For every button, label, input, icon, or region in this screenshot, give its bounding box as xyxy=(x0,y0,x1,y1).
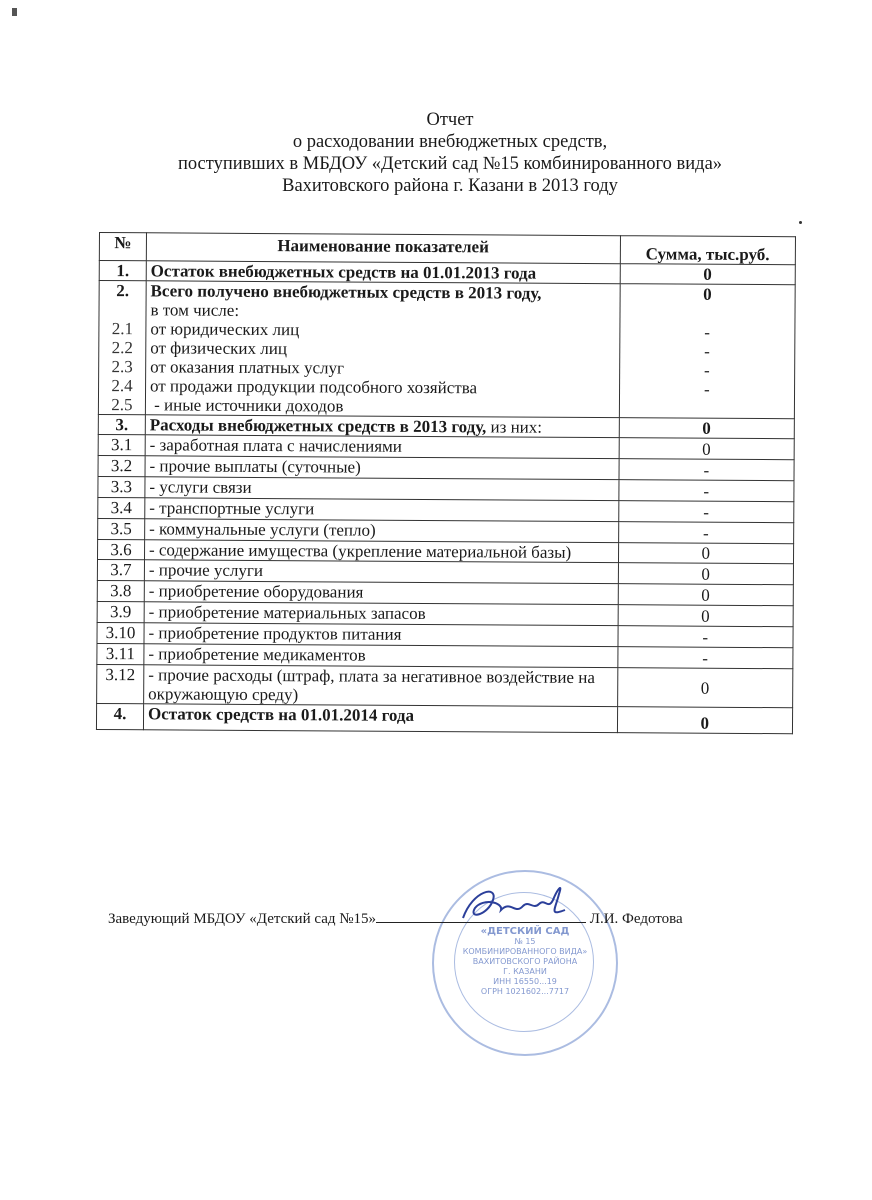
row-sum: 0 xyxy=(618,543,794,564)
stamp-line: ИНН 16550...19 xyxy=(493,977,557,986)
table-row-2 xyxy=(98,281,795,419)
row-name: - прочие выплаты (суточные) xyxy=(145,456,619,480)
row-name: - приобретение продуктов питания xyxy=(144,623,618,647)
title-line-3: поступивших в МБДОУ «Детский сад №15 комбинированного вида» xyxy=(177,154,723,174)
row-sum: - xyxy=(618,626,794,648)
row-num: 3.11 xyxy=(97,643,144,664)
sub-name: - иные источники доходов xyxy=(149,395,344,416)
sub-sum: - xyxy=(704,322,711,342)
row-num: 3.4 xyxy=(98,497,145,518)
row-name: - транспортные услуги xyxy=(145,498,619,522)
stamp-line: «ДЕТСКИЙ САД xyxy=(480,926,570,937)
stamp-line: КОМБИНИРОВАННОГО ВИДА» xyxy=(462,947,588,956)
row-num-main: 2. xyxy=(116,281,130,301)
stamp-line: ВАХИТОВСКОГО РАЙОНА xyxy=(472,957,578,966)
row-name: - заработная плата с начислениями xyxy=(145,435,619,459)
row-sum: 0 xyxy=(619,418,795,439)
header-row xyxy=(99,233,795,265)
report-table xyxy=(96,232,796,734)
row-sum: 0 xyxy=(618,584,794,606)
sub-sum: - xyxy=(703,379,710,399)
title-line-4: Вахитовского района г. Казани в 2013 году xyxy=(282,176,618,196)
row-sum: - xyxy=(617,647,793,669)
sub-num: 2.2 xyxy=(111,338,133,358)
sub-sum: - xyxy=(704,341,710,361)
row-sum: - xyxy=(618,480,794,502)
row-sum: 0 xyxy=(617,668,793,708)
header-name: Наименование показателей xyxy=(146,233,620,264)
table-row-3-12 xyxy=(97,664,793,707)
row-sum: 0 xyxy=(618,563,794,585)
title-line-1: Отчет xyxy=(426,110,474,130)
sub-name: от физических лиц xyxy=(150,338,288,359)
row-name-rest: из них: xyxy=(486,417,543,437)
row-name xyxy=(145,415,619,438)
row-name: - коммунальные услуги (тепло) xyxy=(145,519,619,543)
signer-position: Заведующий МБДОУ «Детский сад №15» xyxy=(108,911,377,927)
stamp-line: Г. КАЗАНИ xyxy=(503,967,547,976)
sub-num: 2.3 xyxy=(111,357,133,377)
sub-name: от оказания платных услуг xyxy=(150,357,345,378)
row-name-suffix: в том числе: xyxy=(150,300,240,320)
signer-name: Л.И. Федотова xyxy=(589,911,683,927)
row-name: - приобретение материальных запасов xyxy=(144,602,618,626)
row-name-bold: Расходы внебюджетных средств в 2013 году, xyxy=(149,415,487,437)
sub-num: 2.5 xyxy=(111,395,133,415)
sub-sum: - xyxy=(704,360,710,380)
row-name-main: Всего получено внебюджетных средств в 2013 году, xyxy=(150,281,542,303)
row-name: - приобретение оборудования xyxy=(144,581,618,605)
row-num: 3.3 xyxy=(98,476,145,497)
row-num: 3.10 xyxy=(97,622,144,643)
row-name: Остаток внебюджетных средств на 01.01.2013 года xyxy=(146,261,620,284)
row-num: 3. xyxy=(98,414,145,434)
header-num: № xyxy=(99,233,146,261)
stamp-line: № 15 xyxy=(514,937,536,946)
sub-name: от продажи продукции подсобного хозяйства xyxy=(149,376,478,398)
row-sum: 0 xyxy=(620,264,796,285)
row-num: 4. xyxy=(96,703,143,729)
row-name: Остаток средств на 01.01.2014 года xyxy=(143,704,617,733)
report-title xyxy=(150,109,750,197)
row-sum-main: 0 xyxy=(703,284,712,304)
sub-num: 2.4 xyxy=(111,376,133,396)
row-num: 3.5 xyxy=(98,518,145,539)
scan-mark xyxy=(12,8,17,16)
sub-name: от юридических лиц xyxy=(150,319,300,340)
scan-dot xyxy=(799,221,802,224)
stamp-text xyxy=(434,927,616,997)
row-sum: 0 xyxy=(619,438,795,460)
row-num: 3.6 xyxy=(97,539,144,559)
row-sum: - xyxy=(618,501,794,523)
signature-line xyxy=(108,908,808,928)
row-num: 3.12 xyxy=(97,664,144,703)
signature-underline xyxy=(376,908,586,923)
row-num: 3.1 xyxy=(98,434,145,455)
row-num: 3.9 xyxy=(97,601,144,622)
table-row-4 xyxy=(96,703,792,733)
sub-sum xyxy=(623,398,790,411)
row-num: 3.8 xyxy=(97,580,144,601)
sub-num: 2.1 xyxy=(111,319,134,339)
row-name: - прочие услуги xyxy=(144,560,618,584)
row-name: - приобретение медикаментов xyxy=(144,644,618,668)
header-sum: Сумма, тыс.руб. xyxy=(620,236,796,265)
row-sum: 0 xyxy=(617,707,793,734)
row-num: 3.7 xyxy=(97,559,144,580)
row-num: 3.2 xyxy=(98,455,145,476)
row-name xyxy=(145,281,619,418)
row-num: 1. xyxy=(99,261,146,281)
row-name: - прочие расходы (штраф, плата за негативное воздействие на окружающую среду) xyxy=(144,665,618,707)
row-name: - содержание имущества (укрепление материальной базы) xyxy=(144,540,618,563)
title-line-2: о расходовании внебюджетных средств, xyxy=(292,132,608,152)
stamp-line: ОГРН 1021602...7717 xyxy=(480,987,570,996)
row-sum: - xyxy=(618,522,794,544)
row-sum: 0 xyxy=(618,605,794,627)
row-sum: - xyxy=(619,459,795,481)
row-num xyxy=(98,281,146,415)
row-sum xyxy=(619,284,795,419)
row-name: - услуги связи xyxy=(145,477,619,501)
